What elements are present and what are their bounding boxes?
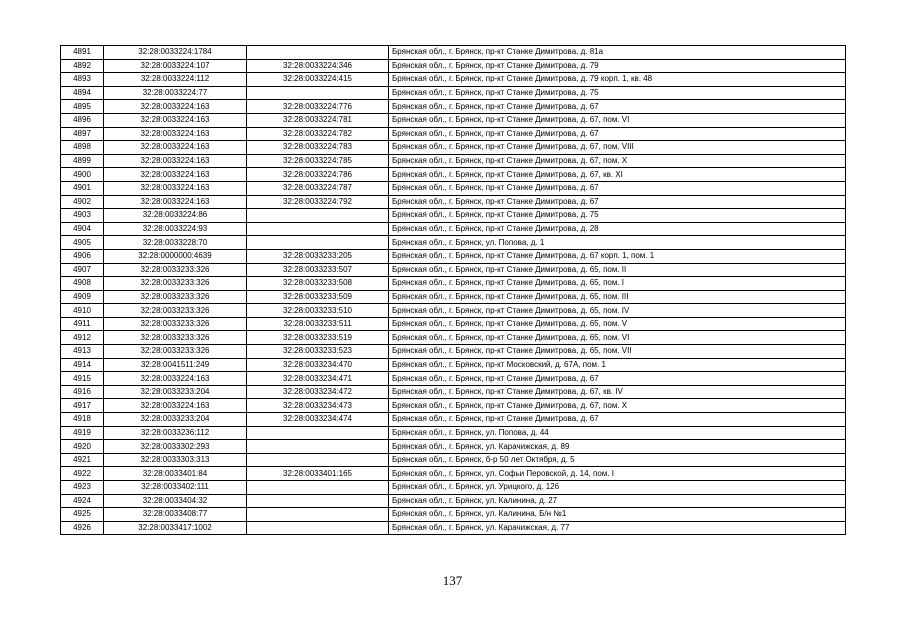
address-cell: Брянская обл., г. Брянск, пр-кт Станке Димитрова, д. 28: [389, 222, 846, 236]
table-row: [61, 331, 846, 345]
row-number-cell: 4914: [61, 358, 104, 372]
table-row: [61, 127, 846, 141]
cadastral-number-cell: 32:28:0033233:326: [104, 317, 247, 331]
address-cell: Брянская обл., г. Брянск, ул. Попова, д. 1: [389, 236, 846, 250]
row-number-cell: 4901: [61, 181, 104, 195]
premises-cadastral-number-cell: 32:28:0033224:786: [247, 168, 389, 182]
address-cell: Брянская обл., г. Брянск, ул. Калинина, д. 27: [389, 494, 846, 508]
table-row: [61, 100, 846, 114]
address-cell: Брянская обл., г. Брянск, б-р 50 лет Октября, д. 5: [389, 453, 846, 467]
row-number-cell: 4892: [61, 59, 104, 73]
table-row: [61, 113, 846, 127]
cadastral-number-cell: 32:28:0033302:293: [104, 440, 247, 454]
address-cell: Брянская обл., г. Брянск, пр-кт Станке Димитрова, д. 67, кв. IV: [389, 385, 846, 399]
premises-cadastral-number-cell: 32:28:0033224:346: [247, 59, 389, 73]
cadastral-number-cell: 32:28:0033224:112: [104, 73, 247, 87]
table-row: [61, 277, 846, 291]
premises-cadastral-number-cell: [247, 209, 389, 223]
cadastral-number-cell: 32:28:0033224:163: [104, 168, 247, 182]
cadastral-number-cell: 32:28:0033224:93: [104, 222, 247, 236]
address-cell: Брянская обл., г. Брянск, пр-кт Станке Димитрова, д. 67, пом. X: [389, 399, 846, 413]
table-row: [61, 467, 846, 481]
address-cell: Брянская обл., г. Брянск, пр-кт Станке Димитрова, д. 67, пом. VI: [389, 113, 846, 127]
premises-cadastral-number-cell: [247, 453, 389, 467]
premises-cadastral-number-cell: 32:28:0033224:783: [247, 141, 389, 155]
cadastral-number-cell: 32:28:0033224:163: [104, 195, 247, 209]
cadastral-number-cell: 32:28:0033408:77: [104, 508, 247, 522]
address-cell: Брянская обл., г. Брянск, пр-кт Станке Димитрова, д. 67: [389, 372, 846, 386]
row-number-cell: 4913: [61, 345, 104, 359]
address-cell: Брянская обл., г. Брянск, ул. Карачижская, д. 89: [389, 440, 846, 454]
address-cell: Брянская обл., г. Брянск, пр-кт Станке Димитрова, д. 65, пом. VII: [389, 345, 846, 359]
address-cell: Брянская обл., г. Брянск, ул. Урицкого, д. 126: [389, 481, 846, 495]
premises-cadastral-number-cell: 32:28:0033224:792: [247, 195, 389, 209]
cadastral-number-cell: 32:28:0033224:77: [104, 86, 247, 100]
table-row: [61, 413, 846, 427]
cadastral-number-cell: 32:28:0033224:163: [104, 154, 247, 168]
row-number-cell: 4903: [61, 209, 104, 223]
address-cell: Брянская обл., г. Брянск, ул. Карачижская, д. 77: [389, 521, 846, 535]
premises-cadastral-number-cell: [247, 236, 389, 250]
cadastral-number-cell: 32:28:0033404:32: [104, 494, 247, 508]
table-row: [61, 86, 846, 100]
cadastral-number-cell: 32:28:0033233:204: [104, 385, 247, 399]
table-row: [61, 236, 846, 250]
table-row: [61, 263, 846, 277]
cadastral-number-cell: 32:28:0033224:163: [104, 141, 247, 155]
table-row: [61, 426, 846, 440]
premises-cadastral-number-cell: [247, 508, 389, 522]
address-cell: Брянская обл., г. Брянск, пр-кт Станке Димитрова, д. 67, кв. XI: [389, 168, 846, 182]
address-cell: Брянская обл., г. Брянск, пр-кт Станке Димитрова, д. 67: [389, 195, 846, 209]
row-number-cell: 4922: [61, 467, 104, 481]
row-number-cell: 4912: [61, 331, 104, 345]
row-number-cell: 4919: [61, 426, 104, 440]
cadastral-number-cell: 32:28:0033224:163: [104, 372, 247, 386]
address-cell: Брянская обл., г. Брянск, пр-кт Станке Димитрова, д. 65, пом. III: [389, 290, 846, 304]
table-row: [61, 317, 846, 331]
premises-cadastral-number-cell: 32:28:0033224:785: [247, 154, 389, 168]
address-cell: Брянская обл., г. Брянск, пр-кт Станке Димитрова, д. 75: [389, 86, 846, 100]
cadastral-number-cell: 32:28:0033233:326: [104, 345, 247, 359]
cadastral-number-cell: 32:28:0033417:1002: [104, 521, 247, 535]
row-number-cell: 4894: [61, 86, 104, 100]
premises-cadastral-number-cell: 32:28:0033401:165: [247, 467, 389, 481]
address-cell: Брянская обл., г. Брянск, пр-кт Станке Димитрова, д. 67: [389, 181, 846, 195]
cadastral-number-cell: 32:28:0033233:204: [104, 413, 247, 427]
table-row: [61, 494, 846, 508]
premises-cadastral-number-cell: 32:28:0033233:509: [247, 290, 389, 304]
address-cell: Брянская обл., г. Брянск, пр-кт Станке Димитрова, д. 67: [389, 413, 846, 427]
address-cell: Брянская обл., г. Брянск, пр-кт Станке Димитрова, д. 67, пом. X: [389, 154, 846, 168]
row-number-cell: 4896: [61, 113, 104, 127]
address-cell: Брянская обл., г. Брянск, пр-кт Станке Димитрова, д. 67: [389, 100, 846, 114]
cadastral-number-cell: 32:28:0033401:84: [104, 467, 247, 481]
row-number-cell: 4921: [61, 453, 104, 467]
row-number-cell: 4897: [61, 127, 104, 141]
table-row: [61, 453, 846, 467]
table-row: [61, 358, 846, 372]
table-row: [61, 181, 846, 195]
row-number-cell: 4916: [61, 385, 104, 399]
row-number-cell: 4908: [61, 277, 104, 291]
table-row: [61, 168, 846, 182]
row-number-cell: 4918: [61, 413, 104, 427]
table-row: [61, 345, 846, 359]
row-number-cell: 4911: [61, 317, 104, 331]
premises-cadastral-number-cell: [247, 521, 389, 535]
table-row: [61, 141, 846, 155]
cadastral-number-cell: 32:28:0033224:163: [104, 113, 247, 127]
premises-cadastral-number-cell: 32:28:0033234:471: [247, 372, 389, 386]
cadastral-number-cell: 32:28:0033224:163: [104, 399, 247, 413]
cadastral-number-cell: 32:28:0033303:313: [104, 453, 247, 467]
premises-cadastral-number-cell: 32:28:0033233:511: [247, 317, 389, 331]
cadastral-number-cell: 32:28:0033233:326: [104, 331, 247, 345]
row-number-cell: 4895: [61, 100, 104, 114]
table-row: [61, 481, 846, 495]
premises-cadastral-number-cell: 32:28:0033224:782: [247, 127, 389, 141]
table-row: [61, 399, 846, 413]
table-body: [61, 46, 846, 535]
row-number-cell: 4910: [61, 304, 104, 318]
row-number-cell: 4893: [61, 73, 104, 87]
cadastral-number-cell: 32:28:0000000:4639: [104, 249, 247, 263]
row-number-cell: 4925: [61, 508, 104, 522]
address-cell: Брянская обл., г. Брянск, пр-кт Станке Димитрова, д. 65, пом. I: [389, 277, 846, 291]
row-number-cell: 4899: [61, 154, 104, 168]
cadastral-number-cell: 32:28:0033224:163: [104, 181, 247, 195]
row-number-cell: 4904: [61, 222, 104, 236]
table-row: [61, 385, 846, 399]
page-number: 137: [442, 573, 463, 588]
cadastral-number-cell: 32:28:0033233:326: [104, 290, 247, 304]
cadastral-number-cell: 32:28:0033233:326: [104, 304, 247, 318]
premises-cadastral-number-cell: [247, 481, 389, 495]
row-number-cell: 4924: [61, 494, 104, 508]
premises-cadastral-number-cell: [247, 222, 389, 236]
row-number-cell: 4905: [61, 236, 104, 250]
row-number-cell: 4917: [61, 399, 104, 413]
table-row: [61, 372, 846, 386]
row-number-cell: 4891: [61, 46, 104, 60]
premises-cadastral-number-cell: 32:28:0033224:415: [247, 73, 389, 87]
premises-cadastral-number-cell: 32:28:0033233:523: [247, 345, 389, 359]
cadastral-number-cell: 32:28:0033224:163: [104, 100, 247, 114]
cadastral-number-cell: 32:28:0033233:326: [104, 277, 247, 291]
address-cell: Брянская обл., г. Брянск, ул. Софьи Перовской, д. 14, пом. I: [389, 467, 846, 481]
cadastral-number-cell: 32:28:0033228:70: [104, 236, 247, 250]
cadastral-number-cell: 32:28:0033233:326: [104, 263, 247, 277]
premises-cadastral-number-cell: [247, 440, 389, 454]
address-cell: Брянская обл., г. Брянск, ул. Попова, д. 44: [389, 426, 846, 440]
table-row: [61, 46, 846, 60]
row-number-cell: 4909: [61, 290, 104, 304]
table-row: [61, 304, 846, 318]
table-row: [61, 59, 846, 73]
row-number-cell: 4902: [61, 195, 104, 209]
table-row: [61, 222, 846, 236]
cadastral-number-cell: 32:28:0033402:111: [104, 481, 247, 495]
row-number-cell: 4906: [61, 249, 104, 263]
address-cell: Брянская обл., г. Брянск, пр-кт Станке Димитрова, д. 65, пом. IV: [389, 304, 846, 318]
premises-cadastral-number-cell: 32:28:0033233:507: [247, 263, 389, 277]
row-number-cell: 4915: [61, 372, 104, 386]
address-cell: Брянская обл., г. Брянск, пр-кт Станке Димитрова, д. 67: [389, 127, 846, 141]
cadastral-number-cell: 32:28:0033224:107: [104, 59, 247, 73]
address-cell: Брянская обл., г. Брянск, пр-кт Станке Димитрова, д. 75: [389, 209, 846, 223]
address-cell: Брянская обл., г. Брянск, пр-кт Станке Димитрова, д. 79 корп. 1, кв. 48: [389, 73, 846, 87]
premises-cadastral-number-cell: [247, 426, 389, 440]
address-cell: Брянская обл., г. Брянск, пр-кт Станке Димитрова, д. 65, пом. V: [389, 317, 846, 331]
premises-cadastral-number-cell: [247, 46, 389, 60]
table-row: [61, 73, 846, 87]
premises-cadastral-number-cell: 32:28:0033233:510: [247, 304, 389, 318]
address-cell: Брянская обл., г. Брянск, пр-кт Московский, д. 67А, пом. 1: [389, 358, 846, 372]
premises-cadastral-number-cell: 32:28:0033224:787: [247, 181, 389, 195]
table-row: [61, 209, 846, 223]
premises-cadastral-number-cell: 32:28:0033224:776: [247, 100, 389, 114]
row-number-cell: 4926: [61, 521, 104, 535]
premises-cadastral-number-cell: 32:28:0033234:473: [247, 399, 389, 413]
address-cell: Брянская обл., г. Брянск, пр-кт Станке Димитрова, д. 79: [389, 59, 846, 73]
row-number-cell: 4900: [61, 168, 104, 182]
cadastral-number-cell: 32:28:0033224:1784: [104, 46, 247, 60]
cadastral-number-cell: 32:28:0033224:163: [104, 127, 247, 141]
table-row: [61, 440, 846, 454]
row-number-cell: 4907: [61, 263, 104, 277]
premises-cadastral-number-cell: 32:28:0033224:781: [247, 113, 389, 127]
table-row: [61, 249, 846, 263]
address-cell: Брянская обл., г. Брянск, пр-кт Станке Димитрова, д. 65, пом. VI: [389, 331, 846, 345]
address-cell: Брянская обл., г. Брянск, пр-кт Станке Димитрова, д. 81а: [389, 46, 846, 60]
row-number-cell: 4923: [61, 481, 104, 495]
row-number-cell: 4920: [61, 440, 104, 454]
premises-cadastral-number-cell: [247, 86, 389, 100]
premises-cadastral-number-cell: 32:28:0033233:508: [247, 277, 389, 291]
cadastral-table: [60, 45, 846, 535]
table-row: [61, 195, 846, 209]
table-row: [61, 521, 846, 535]
cadastral-number-cell: 32:28:0041511:249: [104, 358, 247, 372]
table-row: [61, 154, 846, 168]
premises-cadastral-number-cell: 32:28:0033233:205: [247, 249, 389, 263]
premises-cadastral-number-cell: 32:28:0033234:474: [247, 413, 389, 427]
table-row: [61, 508, 846, 522]
premises-cadastral-number-cell: 32:28:0033233:519: [247, 331, 389, 345]
address-cell: Брянская обл., г. Брянск, пр-кт Станке Димитрова, д. 65, пом. II: [389, 263, 846, 277]
cadastral-number-cell: 32:28:0033236:112: [104, 426, 247, 440]
address-cell: Брянская обл., г. Брянск, пр-кт Станке Димитрова, д. 67, пом. VIII: [389, 141, 846, 155]
premises-cadastral-number-cell: [247, 494, 389, 508]
table-row: [61, 290, 846, 304]
premises-cadastral-number-cell: 32:28:0033234:472: [247, 385, 389, 399]
row-number-cell: 4898: [61, 141, 104, 155]
address-cell: Брянская обл., г. Брянск, ул. Калинина, Б/н №1: [389, 508, 846, 522]
cadastral-number-cell: 32:28:0033224:86: [104, 209, 247, 223]
address-cell: Брянская обл., г. Брянск, пр-кт Станке Димитрова, д. 67 корп. 1, пом. 1: [389, 249, 846, 263]
premises-cadastral-number-cell: 32:28:0033234:470: [247, 358, 389, 372]
